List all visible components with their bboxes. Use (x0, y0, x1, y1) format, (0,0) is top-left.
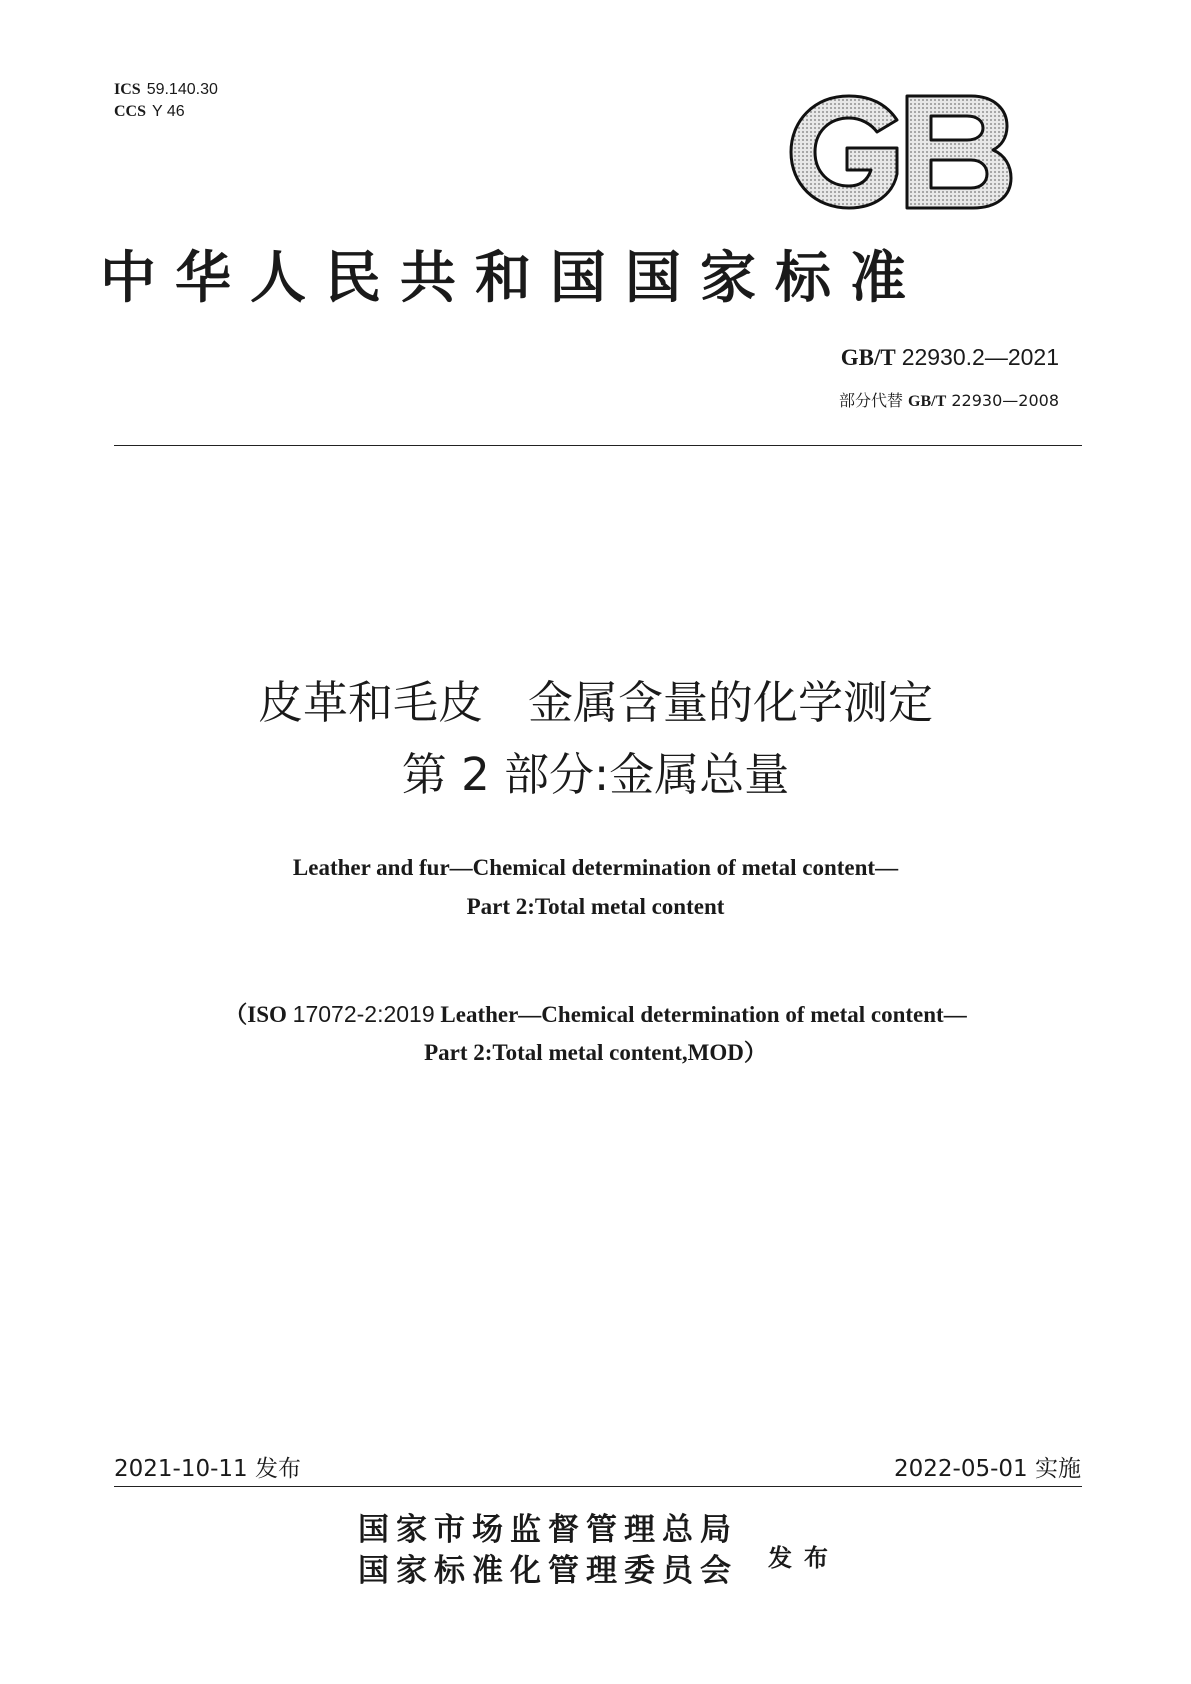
ccs-code (114, 100, 218, 122)
replaces-prefix: GB/T (908, 393, 947, 410)
ics-code (114, 78, 218, 100)
replaces-number: 22930—2008 (951, 391, 1059, 410)
ics-value: 59.140.30 (146, 81, 218, 98)
standard-number (841, 344, 1059, 371)
iso-title-rest: Leather—Chemical determination of metal content— (434, 1002, 967, 1027)
issue-label: 发布 (768, 1543, 840, 1572)
implement-date: 2022-05-01 实施 (894, 1456, 1081, 1482)
standard-prefix: GB/T (840, 345, 896, 370)
english-title-line1: Leather and fur—Chemical determination of metal content— (292, 855, 899, 880)
logo-letter-b (907, 96, 1011, 208)
ccs-value: Y 46 (152, 103, 185, 120)
issuing-authorities (358, 1510, 738, 1592)
english-title-line2: Part 2:Total metal content (466, 894, 725, 919)
gb-logo-icon (785, 90, 1015, 214)
ics-label: ICS (114, 81, 141, 98)
chinese-title-line2: 第 2 部分:金属总量 (401, 748, 790, 801)
iso-number: 17072-2:2019 (292, 1001, 435, 1027)
replaces-text: 部分代替 (838, 391, 903, 410)
iso-open: （ISO (224, 1002, 293, 1027)
issuer-sac: 国家标准化管理委员会 (358, 1553, 738, 1589)
logo-letter-g (791, 96, 897, 208)
bottom-divider (114, 1486, 1082, 1487)
standard-number-value: 22930.2—2021 (901, 344, 1059, 370)
iso-reference-line2: Part 2:Total metal content,MOD） (424, 1040, 767, 1065)
ccs-label: CCS (114, 103, 147, 120)
chinese-title-line1: 皮革和毛皮 金属含量的化学测定 (257, 676, 933, 729)
national-standard-title: 中华人民共和国国家标准 (100, 246, 925, 311)
issuer-samr: 国家市场监督管理总局 (358, 1512, 738, 1548)
classification-codes (114, 78, 218, 122)
iso-reference-line1 (0, 999, 1191, 1030)
replaces-note (839, 388, 1059, 411)
top-divider (114, 445, 1082, 446)
publish-date: 2021-10-11 发布 (114, 1456, 301, 1482)
